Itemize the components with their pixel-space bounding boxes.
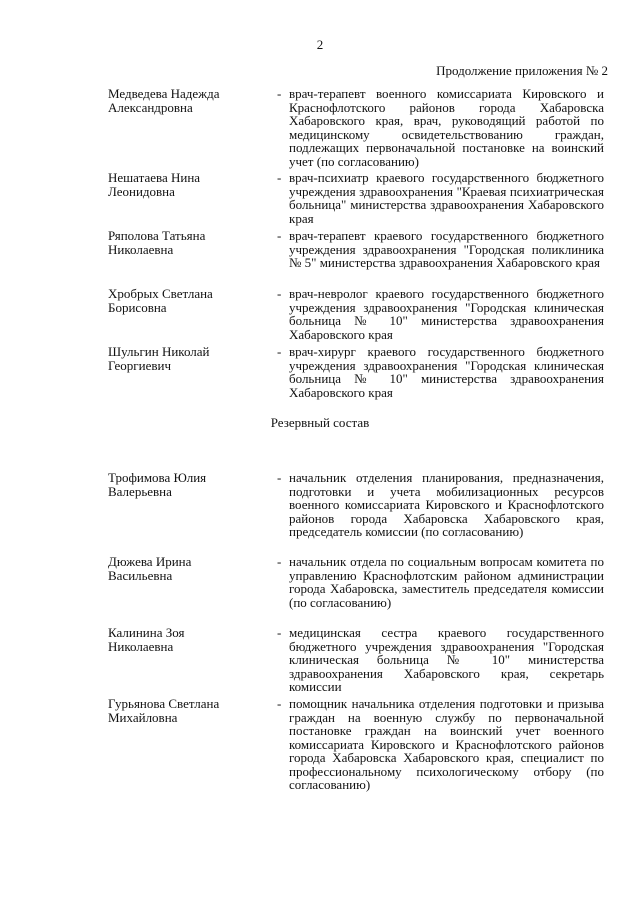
member-role: начальник отдела по социальным вопросам комитета по управлению Краснофлотским районом администрации города Хабаровска, заместитель председателя комиссии (по согласованию) bbox=[289, 554, 604, 610]
member-name: Калинина Зоя Николаевна bbox=[108, 625, 185, 654]
member-name: Хробрых Светлана Борисовна bbox=[108, 286, 213, 315]
dash-separator: - bbox=[277, 470, 282, 485]
dash-separator: - bbox=[277, 344, 282, 359]
continuation-label: Продолжение приложения № 2 bbox=[436, 63, 608, 78]
member-role: врач-терапевт военного комиссариата Кировского и Краснофлотского районов города Хабаровска Хабаровского края, врач, руководящий работой по медицинскому освидетельствованию граждан, подлежащих первоначальной постановке на воинский учет (по согласованию) bbox=[289, 86, 604, 169]
member-name: Нешатаева Нина Леонидовна bbox=[108, 170, 201, 199]
member-name: Гурьянова Светлана Михайловна bbox=[108, 696, 220, 725]
member-name: Ряполова Татьяна Николаевна bbox=[108, 228, 206, 257]
member-name: Дюжева Ирина Васильевна bbox=[108, 554, 192, 583]
page-number: 2 bbox=[316, 37, 324, 52]
member-name: Трофимова Юлия Валерьевна bbox=[108, 470, 207, 499]
dash-separator: - bbox=[277, 625, 282, 640]
member-role: начальник отделения планирования, предназначения, подготовки и учета мобилизационных ресурсов военного комиссариата Кировского и Краснофлотского районов города Хабаровска Хабаровского края, председатель комиссии (по согласованию) bbox=[289, 470, 604, 539]
member-role: врач-терапевт краевого государственного бюджетного учреждения здравоохранения "Городская поликлиника № 5" министерства здравоохранения Хабаровского края bbox=[289, 228, 604, 270]
reserve-section-title: Резервный состав bbox=[270, 415, 370, 430]
member-name: Медведева Надежда Александровна bbox=[108, 86, 220, 115]
member-role: помощник начальника отделения подготовки и призыва граждан на военную службу по первоначальной постановке граждан на воинский учет военного комиссариата Кировского и Краснофлотского районов города Хабаровска Хабаровского края, специалист по профессиональному психологическому отбору (по согласованию) bbox=[289, 696, 604, 792]
dash-separator: - bbox=[277, 696, 282, 711]
member-role: медицинская сестра краевого государственного бюджетного учреждения здравоохранения "Городская клиническая больница № 10" министерства здравоохранения Хабаровского края, секретарь комиссии bbox=[289, 625, 604, 694]
dash-separator: - bbox=[277, 554, 282, 569]
dash-separator: - bbox=[277, 86, 282, 101]
dash-separator: - bbox=[277, 228, 282, 243]
member-role: врач-невролог краевого государственного бюджетного учреждения здравоохранения "Городская клиническая больница № 10" министерства здравоохранения Хабаровского края bbox=[289, 286, 604, 342]
dash-separator: - bbox=[277, 286, 282, 301]
member-name: Шульгин Николай Георгиевич bbox=[108, 344, 210, 373]
dash-separator: - bbox=[277, 170, 282, 185]
member-role: врач-хирург краевого государственного бюджетного учреждения здравоохранения "Городская клиническая больница № 10" министерства здравоохранения Хабаровского края bbox=[289, 344, 604, 400]
member-role: врач-психиатр краевого государственного бюджетного учреждения здравоохранения "Краевая психиатрическая больница" министерства здравоохранения Хабаровского края bbox=[289, 170, 604, 226]
